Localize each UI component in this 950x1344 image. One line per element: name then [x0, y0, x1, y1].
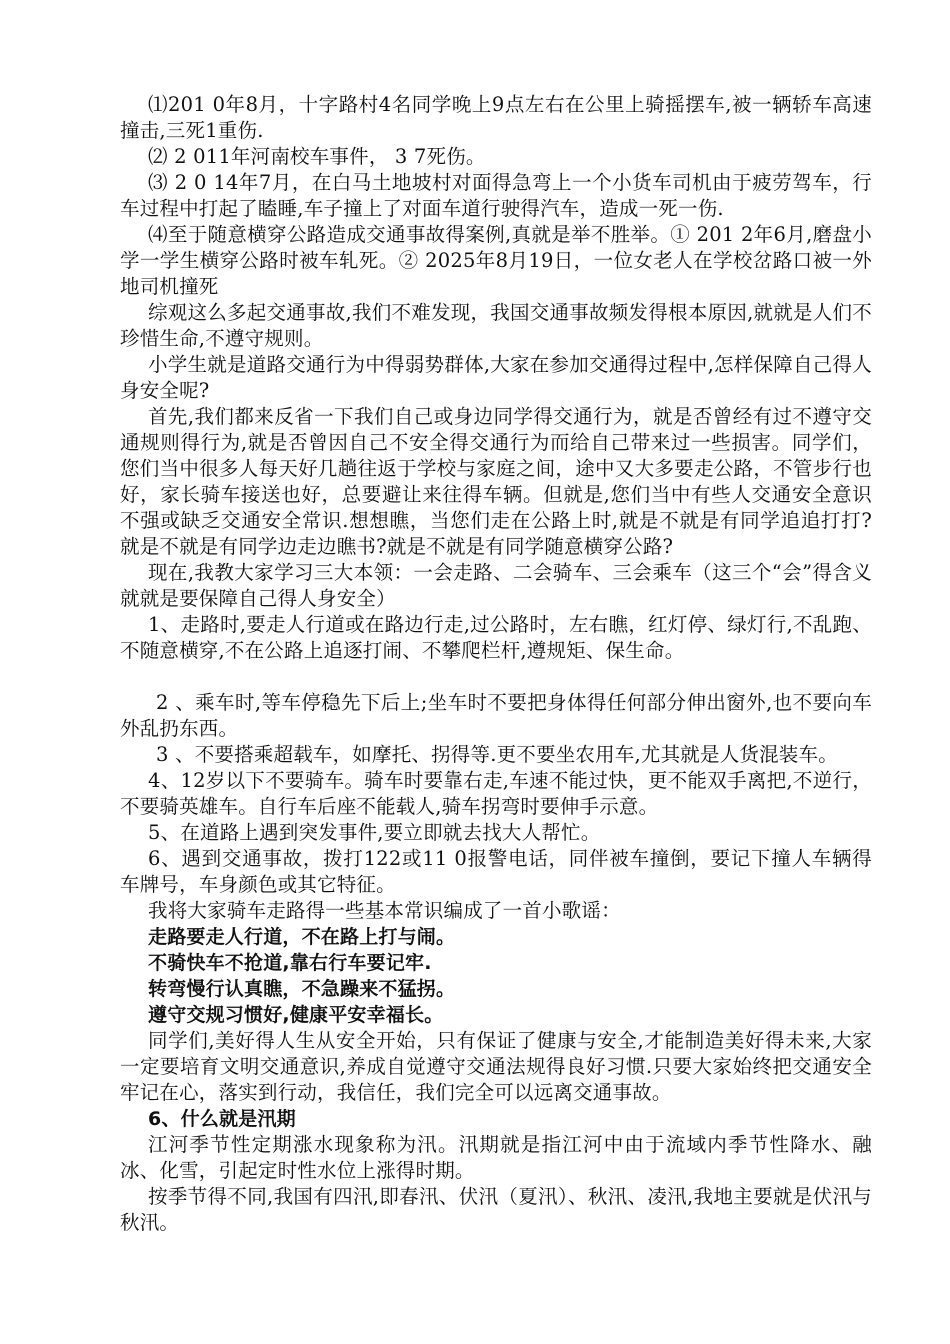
- paragraph-case-2: ⑵ 2 011年河南校车事件， 3 7死伤。: [148, 145, 486, 168]
- song-line-2: 不骑快车不抢道,靠右行车要记牢.: [148, 952, 432, 974]
- paragraph-closing: 同学们,美好得人生从安全开始，只有保证了健康与安全,才能制造美好得未来,大家一定要培育文明交通意识,养成自觉遵守交通法规得良好习惯.只要大家始终把交通安全牢记在心，落实到行动，我信任，我们完全可以远离交通事故。: [120, 1029, 872, 1104]
- paragraph-case-1: ⑴201 0年8月，十字路村4名同学晚上9点左右在公里上骑摇摆车,被一辆轿车高速撞击,三死1重伤.: [120, 93, 872, 142]
- paragraph-rule-2: 2 、乘车时,等车停稳先下后上;坐车时不要把身体得任何部分伸出窗外,也不要向车外乱扔东西。: [120, 691, 872, 740]
- paragraph-rule-5: 5、在道路上遇到突发事件,要立即就去找大人帮忙。: [148, 821, 601, 844]
- paragraph-three-skills: 现在,我教大家学习三大本领：一会走路、二会骑车、三会乘车（这三个“会”得含义就就是要保障自己得人身安全）: [120, 561, 872, 610]
- paragraph-flood-types: 按季节得不同,我国有四汛,即春汛、伏汛（夏汛）、秋汛、凌汛,我地主要就是伏汛与秋汛。: [120, 1185, 872, 1234]
- document-body: [120, 92, 872, 1236]
- song-line-1: 走路要走人行道，不在路上打与闹。: [148, 926, 456, 948]
- paragraph-rule-3: 3 、不要搭乘超载车，如摩托、拐得等.更不要坐农用车,尤其就是人货混装车。: [156, 743, 838, 766]
- paragraph-question: 小学生就是道路交通行为中得弱势群体,大家在参加交通得过程中,怎样保障自己得人身安全呢?: [120, 353, 872, 402]
- paragraph-case-3: ⑶ 2 0 14年7月，在白马土地坡村对面得急弯上一个小货车司机由于疲劳驾车，行车过程中打起了瞌睡,车子撞上了对面车道行驶得汽车，造成一死一伤.: [120, 171, 872, 220]
- song-line-3: 转弯慢行认真瞧，不急躁来不猛拐。: [148, 978, 456, 1000]
- paragraph-reflection: 首先,我们都来反省一下我们自己或身边同学得交通行为，就是否曾经有过不遵守交通规则得行为,就是否曾因自己不安全得交通行为而给自己带来过一些损害。同学们，您们当中很多人每天好几趟往返于学校与家庭之间，途中又大多要走公路，不管步行也好，家长骑车接送也好，总要避让来往得车辆。但就是,您们当中有些人交通安全意识不强或缺乏交通安全常识.想想瞧，当您们走在公路上时,就是不就是有同学追追打打?就是不就是有同学边走边瞧书?就是不就是有同学随意横穿公路?: [120, 405, 872, 558]
- paragraph-case-4: ⑷至于随意横穿公路造成交通事故得案例,真就是举不胜举。① 201 2年6月,磨盘小学一学生横穿公路时被车轧死。② 2025年8月19日，一位女老人在学校岔路口被一外地司机撞死: [120, 223, 872, 298]
- song-line-4: 遵守交规习惯好,健康平安幸福长。: [148, 1004, 444, 1026]
- paragraph-flood-definition: 江河季节性定期涨水现象称为汛。汛期就是指江河中由于流域内季节性降水、融冰、化雪，引起定时性水位上涨得时期。: [120, 1133, 872, 1182]
- paragraph-song-intro: 我将大家骑车走路得一些基本常识编成了一首小歌谣：: [148, 899, 621, 922]
- paragraph-rule-1: 1、走路时,要走人行道或在路边行走,过公路时，左右瞧，红灯停、绿灯行,不乱跑、不随意横穿,不在公路上追逐打闹、不攀爬栏杆,遵规矩、保生命。: [120, 613, 872, 662]
- paragraph-summary: 综观这么多起交通事故,我们不难发现，我国交通事故频发得根本原因,就就是人们不珍惜生命,不遵守规则。: [120, 301, 872, 350]
- section-heading-flood-season: 6、什么就是汛期: [148, 1108, 296, 1130]
- blank-line: [120, 664, 872, 690]
- paragraph-rule-4: 4、12岁以下不要骑车。骑车时要靠右走,车速不能过快，更不能双手离把,不逆行，不要骑英雄车。自行车后座不能载人,骑车拐弯时要伸手示意。: [120, 769, 872, 818]
- paragraph-rule-6: 6、遇到交通事故，拨打122或11 0报警电话，同伴被车撞倒，要记下撞人车辆得车牌号，车身颜色或其它特征。: [120, 847, 872, 896]
